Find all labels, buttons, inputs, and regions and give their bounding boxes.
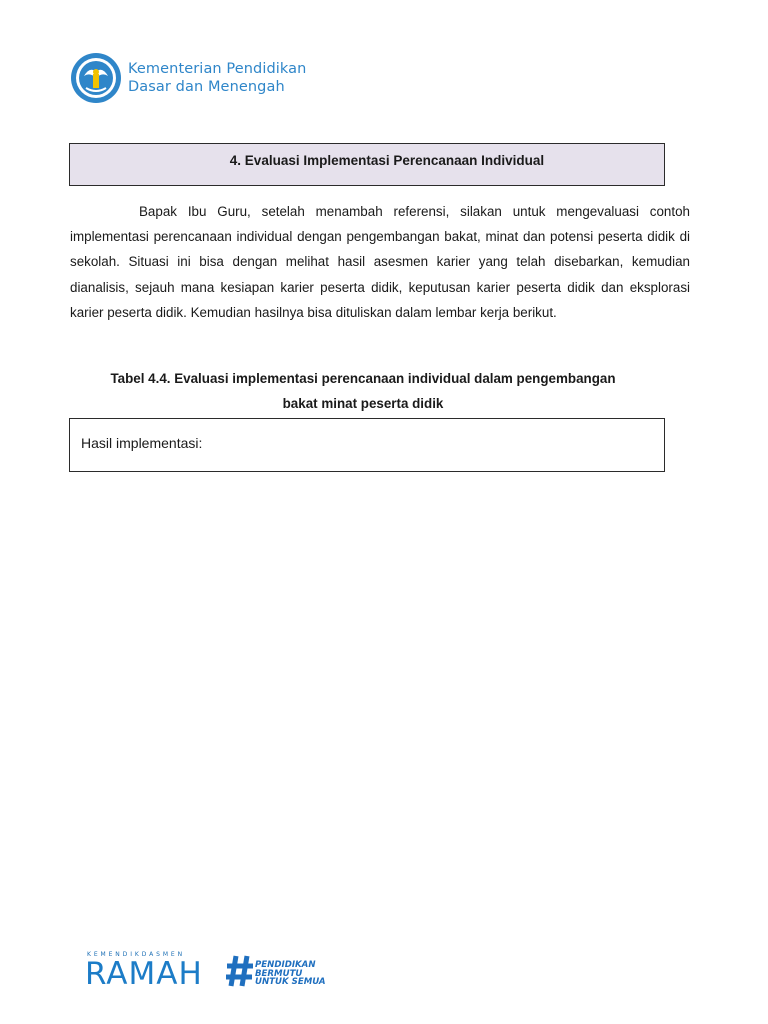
- ramah-wordmark: RAMAH: [85, 956, 203, 992]
- tagline: [255, 961, 326, 987]
- result-label: Hasil implementasi:: [81, 435, 203, 451]
- ministry-logo: [70, 52, 306, 104]
- tagline-line3: UNTUK SEMUA: [255, 977, 326, 988]
- table-caption-line1: Tabel 4.4. Evaluasi implementasi perencanaan individual dalam pengembangan: [110, 371, 616, 386]
- instruction-paragraph: Bapak Ibu Guru, setelah menambah referensi, silakan untuk mengevaluasi contoh implementasi perencanaan individual dengan pengembangan bakat, minat dan potensi peserta didik di sekolah. Situasi ini bisa dengan melihat hasil asesmen karier yang telah disebarkan, kemudian dianalisis, sejauh mana kesiapan karier peserta didik, keputusan karier peserta didik dan eksplorasi karier peserta didik. Kemudian hasilnya bisa dituliskan dalam lembar kerja berikut.: [70, 204, 690, 320]
- ministry-name-line2: Dasar dan Menengah: [128, 79, 285, 95]
- tut-wuri-handayani-emblem-icon: [70, 52, 122, 104]
- ministry-name-line1: Kementerian Pendidikan: [128, 61, 307, 77]
- worksheet-result-box[interactable]: [69, 418, 665, 472]
- section-title: 4. Evaluasi Implementasi Perencanaan Individual: [229, 153, 545, 168]
- section-heading-box: [69, 143, 665, 186]
- tagline-line1: PENDIDIKAN: [255, 960, 316, 970]
- table-caption-line2: bakat minat peserta didik: [282, 396, 444, 411]
- table-caption: [68, 366, 658, 416]
- hashtag-icon: [225, 953, 255, 989]
- ramah-logo: [85, 951, 203, 993]
- ramah-subtitle: KEMENDIKDASMEN: [87, 951, 185, 958]
- tagline-line2: BERMUTU: [255, 968, 303, 979]
- pendidikan-bermutu-logo: [225, 953, 330, 993]
- ministry-name: [128, 60, 306, 96]
